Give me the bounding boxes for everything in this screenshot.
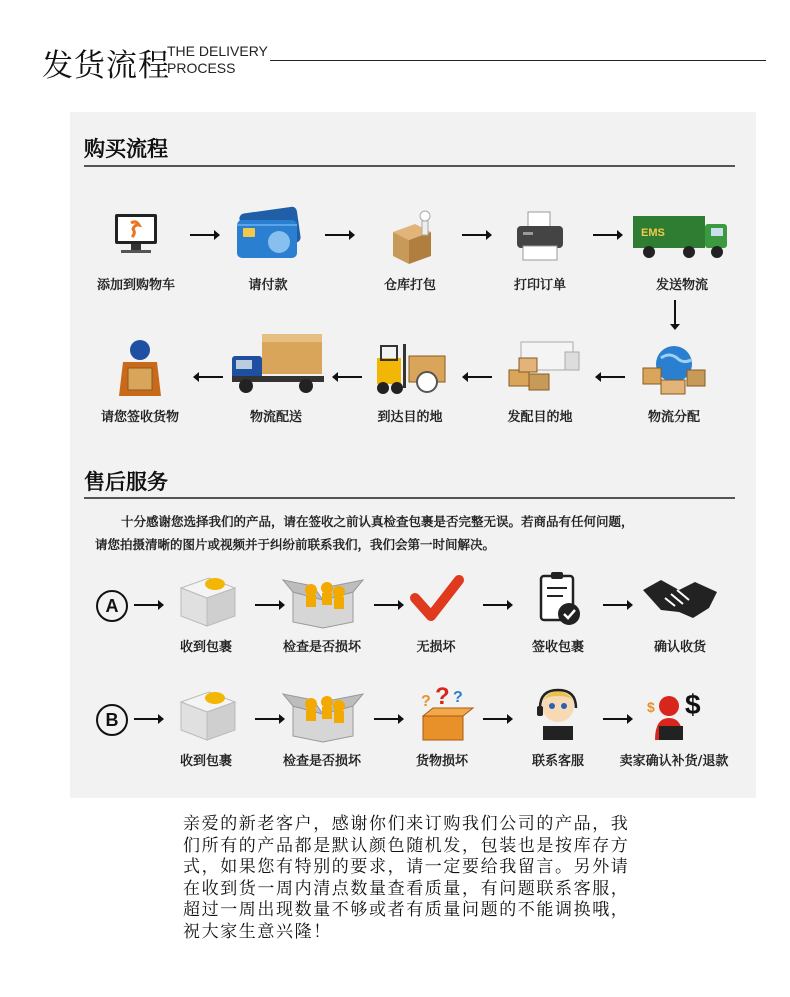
notice-line-2: 请您拍摄清晰的图片或视频并于纠纷前联系我们，我们会第一时间解决。 [95,537,496,552]
route-a-marker: A [96,590,128,622]
subtitle-line-2: PROCESS [167,60,236,76]
step-print [480,206,600,293]
svg-text:?: ? [421,693,431,710]
ems-truck-icon [627,206,737,268]
checkmark-icon [391,568,481,630]
arrow-left [332,370,362,384]
route-a-step-undamaged [376,568,496,655]
step-label: 仓库打包 [383,278,436,293]
refund-person-icon [629,682,719,744]
forklift-icon [365,338,455,400]
route-a-step-sign [498,568,618,655]
clipboard-check-icon [513,568,603,630]
printer-icon [495,206,585,268]
svg-text:?: ? [453,689,463,706]
step-label: 物流配送 [249,410,302,425]
credit-card-icon [223,206,313,268]
page-subtitle [167,43,268,77]
step-label: 发配目的地 [507,410,573,425]
step-logistics-delivery [216,330,336,425]
arrow-right [190,228,220,242]
handshake-icon [635,568,725,630]
header-divider [270,60,766,61]
arrow-left [595,370,625,384]
step-label: 物流分配 [647,410,700,425]
step-label: 检查是否损坏 [282,754,361,769]
step-label: 添加到购物车 [96,278,175,293]
subtitle-line-1: THE DELIVERY [167,43,268,59]
route-b-step-contact [498,682,618,769]
step-ship [622,206,742,293]
question-box-icon [397,682,487,744]
step-pay [208,206,328,293]
step-distribute [614,338,734,425]
step-label: 确认收货 [653,640,706,655]
boxes-van-icon [495,338,585,400]
step-label: 货物损坏 [415,754,468,769]
svg-text:?: ? [435,683,450,710]
cargo-truck-icon [226,330,326,400]
customer-message: 亲爱的新老客户，感谢你们来订购我们公司的产品，我们所有的产品都是默认颜色随机发，包装也是按库存方式，如果您有特别的要求，请一定要给我留言。另外请在收到货一周内清点数量查看质量，有问题联系客服，超过一周出现数量不够或者有质量问题的不能调换哦，祝大家生意兴隆！ [183,814,630,942]
step-label: 发送物流 [655,278,708,293]
step-label: 请您签收货物 [100,410,179,425]
step-label: 检查是否损坏 [282,640,361,655]
svg-text:$: $ [647,699,655,715]
globe-boxes-icon [629,338,719,400]
step-label: 签收包裹 [531,640,584,655]
step-pack [350,206,470,293]
delivery-person-icon [95,338,185,400]
step-label: 打印订单 [513,278,566,293]
box-icon [161,568,251,630]
route-b-step-received [146,682,266,769]
step-label: 无损坏 [416,640,456,655]
svg-text:EMS: EMS [641,227,665,239]
box-icon [161,682,251,744]
arrow-down [668,300,682,330]
open-box-icon [277,568,367,630]
step-label: 到达目的地 [377,410,443,425]
route-a-step-inspect [262,568,382,655]
route-b-step-refund [614,682,734,769]
open-box-icon [277,682,367,744]
arrow-right [325,228,355,242]
aftersale-title: 售后服务 [84,470,168,494]
step-arrive [350,338,470,425]
route-a-step-confirm [620,568,740,655]
step-label: 请付款 [248,278,288,293]
purchase-divider [84,165,735,167]
arrow-right [462,228,492,242]
arrow-left [462,370,492,384]
notice-line-1: 十分感谢您选择我们的产品，请在签收之前认真检查包裹是否完整无误。若商品有任何问题， [121,514,634,529]
aftersale-divider [84,497,735,499]
route-a-step-received [146,568,266,655]
aftersale-notice [95,510,715,556]
package-worker-icon [365,206,455,268]
step-label: 卖家确认补货/退款 [619,754,729,769]
support-agent-icon [513,682,603,744]
arrow-right [593,228,623,242]
step-label: 联系客服 [531,754,584,769]
step-add-to-cart [76,206,196,293]
step-label: 收到包裹 [179,640,232,655]
step-label: 收到包裹 [179,754,232,769]
route-b-step-inspect [262,682,382,769]
page-title: 发货流程 [42,48,170,84]
route-b-marker: B [96,704,128,736]
step-receive [80,338,200,425]
step-dispatch [480,338,600,425]
computer-cart-icon [91,206,181,268]
svg-text:$: $ [685,689,701,720]
arrow-left [193,370,223,384]
purchase-title: 购买流程 [84,137,168,161]
